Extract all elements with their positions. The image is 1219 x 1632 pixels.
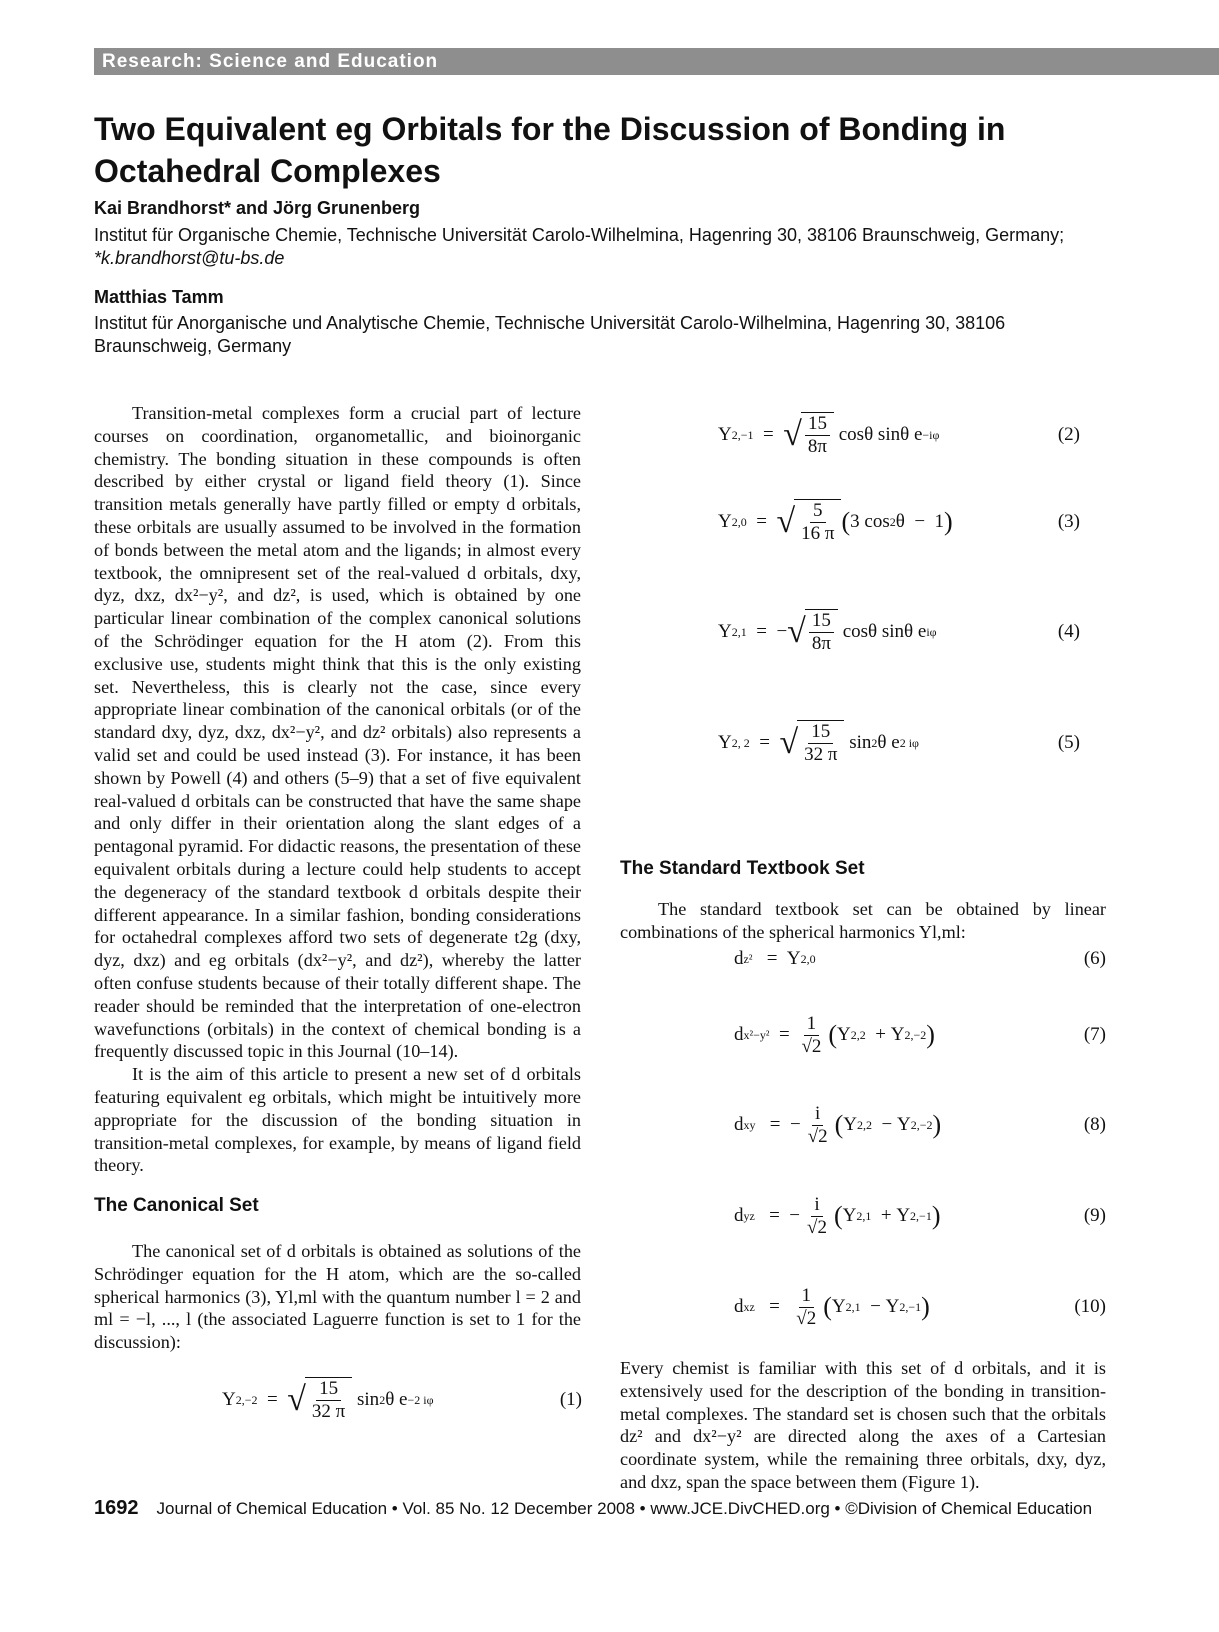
paragraph-canonical: The canonical set of d orbitals is obtained as solutions of the Schrödinger equation for the H atom, which are the so-called spherical harmonics (3), Yl,ml with the quantum number l = 2 and ml = −l, ..., l (the associated Laguerre function is set to 1 for the discussion): <box>94 1241 581 1353</box>
paragraph-familiar: Every chemist is familiar with this set of d orbitals, and it is extensively used for the description of the bonding in transition-metal complexes. The standard set is chosen such that the orbitals dz² and dx²−y² are directed along the axes of a Cartesian coordinate system, while the remaining three orbitals, dxy, dyz, and dxz, span the space between them (Figure 1). <box>620 1358 1106 1492</box>
canonical-text-wrap <box>94 1240 581 1354</box>
author-email: *k.brandhorst@tu-bs.de <box>94 248 285 268</box>
equation-number-1: (1) <box>559 1389 582 1410</box>
closing-text-wrap <box>620 1357 1106 1494</box>
equation-number-7: (7) <box>1083 1024 1106 1045</box>
equation-number-10: (10) <box>1074 1296 1106 1317</box>
equation-9: d yz = − $\frac{i}{√2}$ ( Y 2,1 + Y 2,−1 ) (9) <box>734 1193 1106 1238</box>
article-title: Two Equivalent eg Orbitals for the Discussion of Bonding in Octahedral Complexes <box>94 111 1006 189</box>
equation-1: Y 2,−2 = √ $\frac{15}{32 \pi}$ sin 2 θ e −2 iφ (1) <box>222 1378 582 1422</box>
authors-1: Kai Brandhorst* and Jörg Grunenberg <box>94 198 421 218</box>
authors-2: Matthias Tamm <box>94 287 224 307</box>
equation-number-3: (3) <box>1057 511 1080 532</box>
paragraph-aim: It is the aim of this article to present a new set of d orbitals featuring equivalent eg orbitals, which might be intuitively more appropriate for the discussion of the bonding situation in transition-metal complexes, for example, by means of ligand field theory. <box>94 1064 581 1176</box>
equation-6: d z² = Y 2,0 (6) <box>734 948 1106 969</box>
equation-3: Y 2,0 = √ $\frac{5}{16 \pi}$ ( 3 cos 2 θ − 1 ) (3) <box>718 500 1080 544</box>
affiliation-1 <box>94 224 1114 270</box>
section-label: Research: Science and Education <box>102 51 439 72</box>
equation-4: Y 2,1 = − √ $\frac{15}{8\pi}$ cosθ sinθ e iφ (4) <box>718 610 1080 654</box>
section-bar <box>94 48 1219 75</box>
equation-number-5: (5) <box>1057 732 1080 753</box>
canonical-heading-wrap <box>94 1195 581 1218</box>
standard-text-wrap <box>620 898 1106 944</box>
equation-2: Y 2,−1 = √ $\frac{15}{8\pi}$ cosθ sinθ e −iφ (2) <box>718 413 1080 457</box>
equation-number-9: (9) <box>1083 1205 1106 1226</box>
left-column <box>94 402 581 1177</box>
affiliation-1-text: Institut für Organische Chemie, Technische Universität Carolo-Wilhelmina, Hagenring 30, 38106 Braunschweig, Germany; <box>94 225 1065 245</box>
heading-standard-set: The Standard Textbook Set <box>620 858 865 879</box>
affiliation-2: Institut für Anorganische und Analytische Chemie, Technische Universität Carolo-Wilhelmina, Hagenring 30, 38106 Braunschweig, Germany <box>94 313 1006 356</box>
equation-number-6: (6) <box>1083 948 1106 969</box>
heading-canonical-set: The Canonical Set <box>94 1195 259 1216</box>
footer <box>94 1497 1092 1520</box>
page-number: 1692 <box>94 1497 139 1519</box>
standard-heading-wrap <box>620 858 1106 881</box>
equation-number-4: (4) <box>1057 621 1080 642</box>
equation-10: d xz = $\frac{1}{√2}$ ( Y 2,1 − Y 2,−1 ) (10) <box>734 1284 1106 1329</box>
footer-journal-info: Journal of Chemical Education • Vol. 85 No. 12 December 2008 • www.JCE.DivCHED.org • ©Division of Chemical Education <box>156 1499 1093 1518</box>
equation-number-2: (2) <box>1057 424 1080 445</box>
equation-5: Y 2, 2 = √ $\frac{15}{32 \pi}$ sin 2 θ e 2 iφ (5) <box>718 721 1080 765</box>
paragraph-intro: Transition-metal complexes form a crucial part of lecture courses on coordination, organometallic, and bioinorganic chemistry. The bonding situation in these compounds is often described by either crystal or ligand field theory (1). Since transition metals generally have partly filled or empty d orbitals, these orbitals are usually assumed to be involved in the formation of bonds between the metal atom and the ligands; in almost every textbook, the omnipresent set of the real-valued d orbitals, dxy, dyz, dxz, dx²−y², and dz², is used, which is obtained by one particular linear combination of the complex canonical solutions of the Schrödinger equation for the H atom (2). From this exclusive use, students might think that this is the only existing set. Nevertheless, this is clearly not the case, since every appropriate linear combination of the canonical orbitals (or of the standard dxy, dyz, dxz, dx²−y², and dz² orbitals) also represents a valid set and could be used instead (3). For instance, it has been shown by Powell (4) and others (5–9) that a set of five equivalent real-valued d orbitals can be constructed that have the same shape and only differ in their orientation along the slant edges of a pentagonal pyramid. For didactic reasons, the presentation of these equivalent orbitals during a lecture could help students to accept the degeneracy of the standard textbook d orbitals despite their different appearance. In a similar fashion, bonding considerations for octahedral complexes afford two sets of degenerate t2g (dxy, dyz, dxz) and eg orbitals (dx²−y², and dz²), whereby the latter often confuse students because of their totally different shape. The reader should be reminded that the interpretation of one-electron wavefunctions (orbitals) in the context of chemical bonding is a frequently discussed topic in this Journal (10–14). <box>94 403 581 1062</box>
equation-7: d x²−y² = $\frac{1}{√2}$ ( Y 2,2 + Y 2,−2 ) (7) <box>734 1012 1106 1057</box>
equation-8: d xy = − $\frac{i}{√2}$ ( Y 2,2 − Y 2,−2 ) (8) <box>734 1102 1106 1147</box>
paragraph-standard: The standard textbook set can be obtained by linear combinations of the spherical harmonics Yl,ml: <box>620 899 1106 942</box>
equation-number-8: (8) <box>1083 1114 1106 1135</box>
